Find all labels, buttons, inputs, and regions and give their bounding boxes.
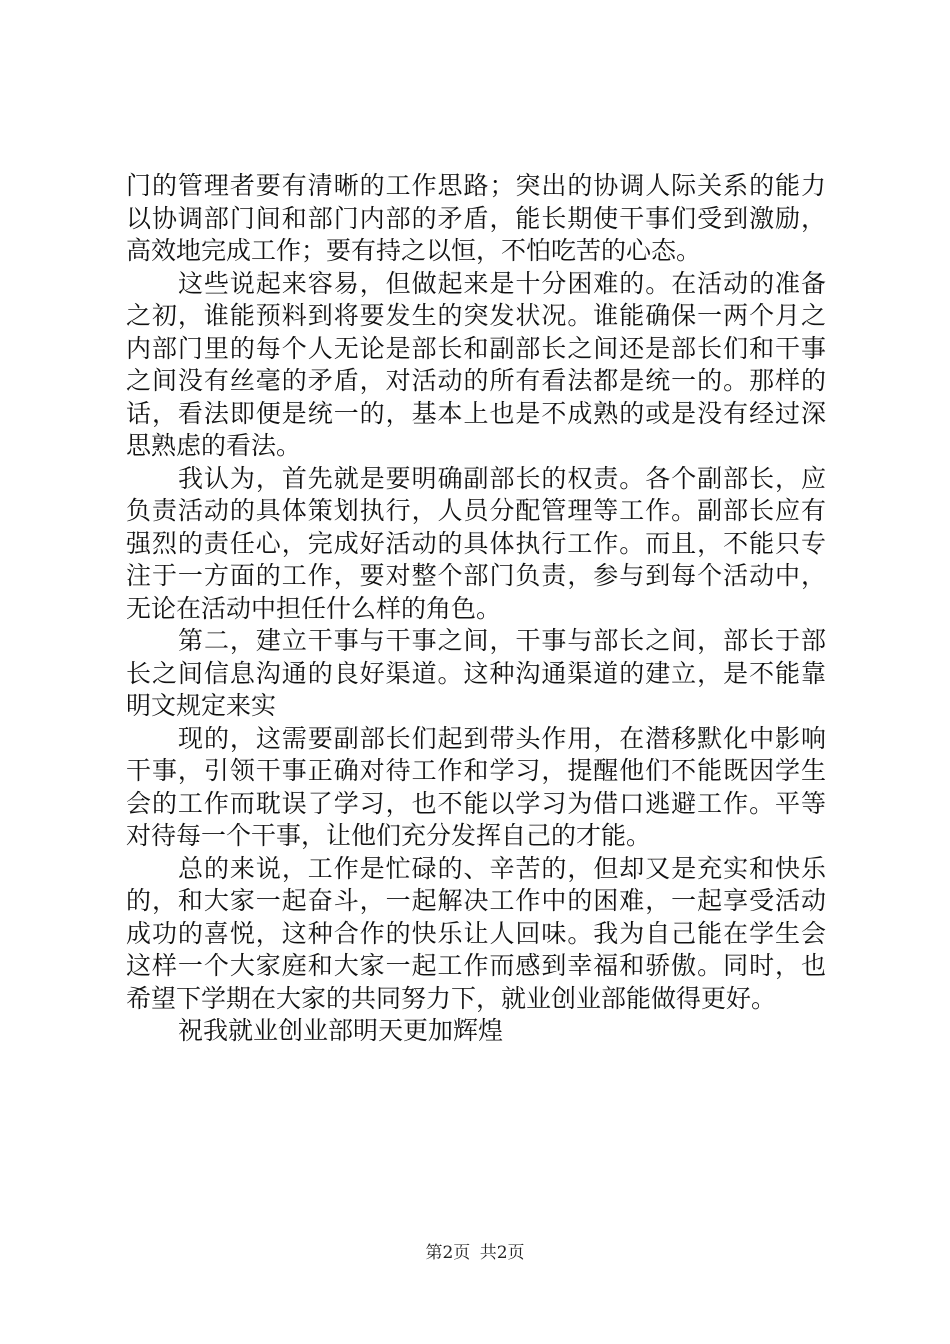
text-line: 我认为，首先就是要明确副部长的权责。各个副部长，应	[178, 463, 826, 493]
text-line: 干事，引领干事正确对待工作和学习，提醒他们不能既因学生	[126, 756, 826, 785]
page-number-total: 共2页	[479, 1243, 525, 1263]
text-line: 强烈的责任心，完成好活动的具体执行工作。而且，不能只专	[126, 528, 826, 558]
text-line: 之初，谁能预料到将要发生的突发状况。谁能确保一两个月之	[126, 301, 826, 330]
text-line: 的，和大家一起奋斗，一起解决工作中的困难，一起享受活动	[126, 886, 826, 915]
text-line: 明文规定来实	[126, 691, 277, 720]
document-body	[126, 170, 826, 1048]
text-line: 以协调部门间和部门内部的矛盾，能长期使干事们受到激励，	[126, 203, 826, 233]
page-number-current: 第2页	[425, 1243, 471, 1263]
text-line: 希望下学期在大家的共同努力下，就业创业部能做得更好。	[126, 983, 777, 1013]
text-line: 对待每一个干事，让他们充分发挥自己的才能。	[126, 821, 652, 850]
text-line: 门的管理者要有清晰的工作思路；突出的协调人际关系的能力	[126, 171, 826, 200]
page-footer	[0, 1242, 950, 1264]
text-line: 会的工作而耽误了学习，也不能以学习为借口逃避工作。平等	[126, 788, 826, 818]
text-line: 思熟虑的看法。	[126, 431, 302, 460]
text-line: 内部门里的每个人无论是部长和副部长之间还是部长们和干事	[126, 333, 826, 363]
text-line: 注于一方面的工作，要对整个部门负责，参与到每个活动中，	[126, 561, 826, 590]
text-line: 现的，这需要副部长们起到带头作用，在潜移默化中影响	[178, 723, 826, 753]
text-line: 这样一个大家庭和大家一起工作而感到幸福和骄傲。同时，也	[126, 951, 826, 980]
text-line: 祝我就业创业部明天更加辉煌	[178, 1016, 504, 1045]
text-line: 高效地完成工作；要有持之以恒，不怕吃苦的心态。	[126, 236, 702, 265]
text-line: 之间没有丝毫的矛盾，对活动的所有看法都是统一的。那样的	[126, 366, 826, 395]
text-line: 长之间信息沟通的良好渠道。这种沟通渠道的建立，是不能靠	[126, 658, 826, 688]
text-line: 话，看法即便是统一的，基本上也是不成熟的或是没有经过深	[126, 398, 826, 428]
text-line: 这些说起来容易，但做起来是十分困难的。在活动的准备	[178, 268, 826, 298]
text-line: 无论在活动中担任什么样的角色。	[126, 593, 502, 623]
text-line: 第二，建立干事与干事之间，干事与部长之间，部长于部	[178, 626, 826, 655]
text-line: 负责活动的具体策划执行，人员分配管理等工作。副部长应有	[126, 496, 826, 525]
text-line: 成功的喜悦，这种合作的快乐让人回味。我为自己能在学生会	[126, 918, 826, 948]
text-line: 总的来说，工作是忙碌的、辛苦的，但却又是充实和快乐	[178, 853, 826, 883]
